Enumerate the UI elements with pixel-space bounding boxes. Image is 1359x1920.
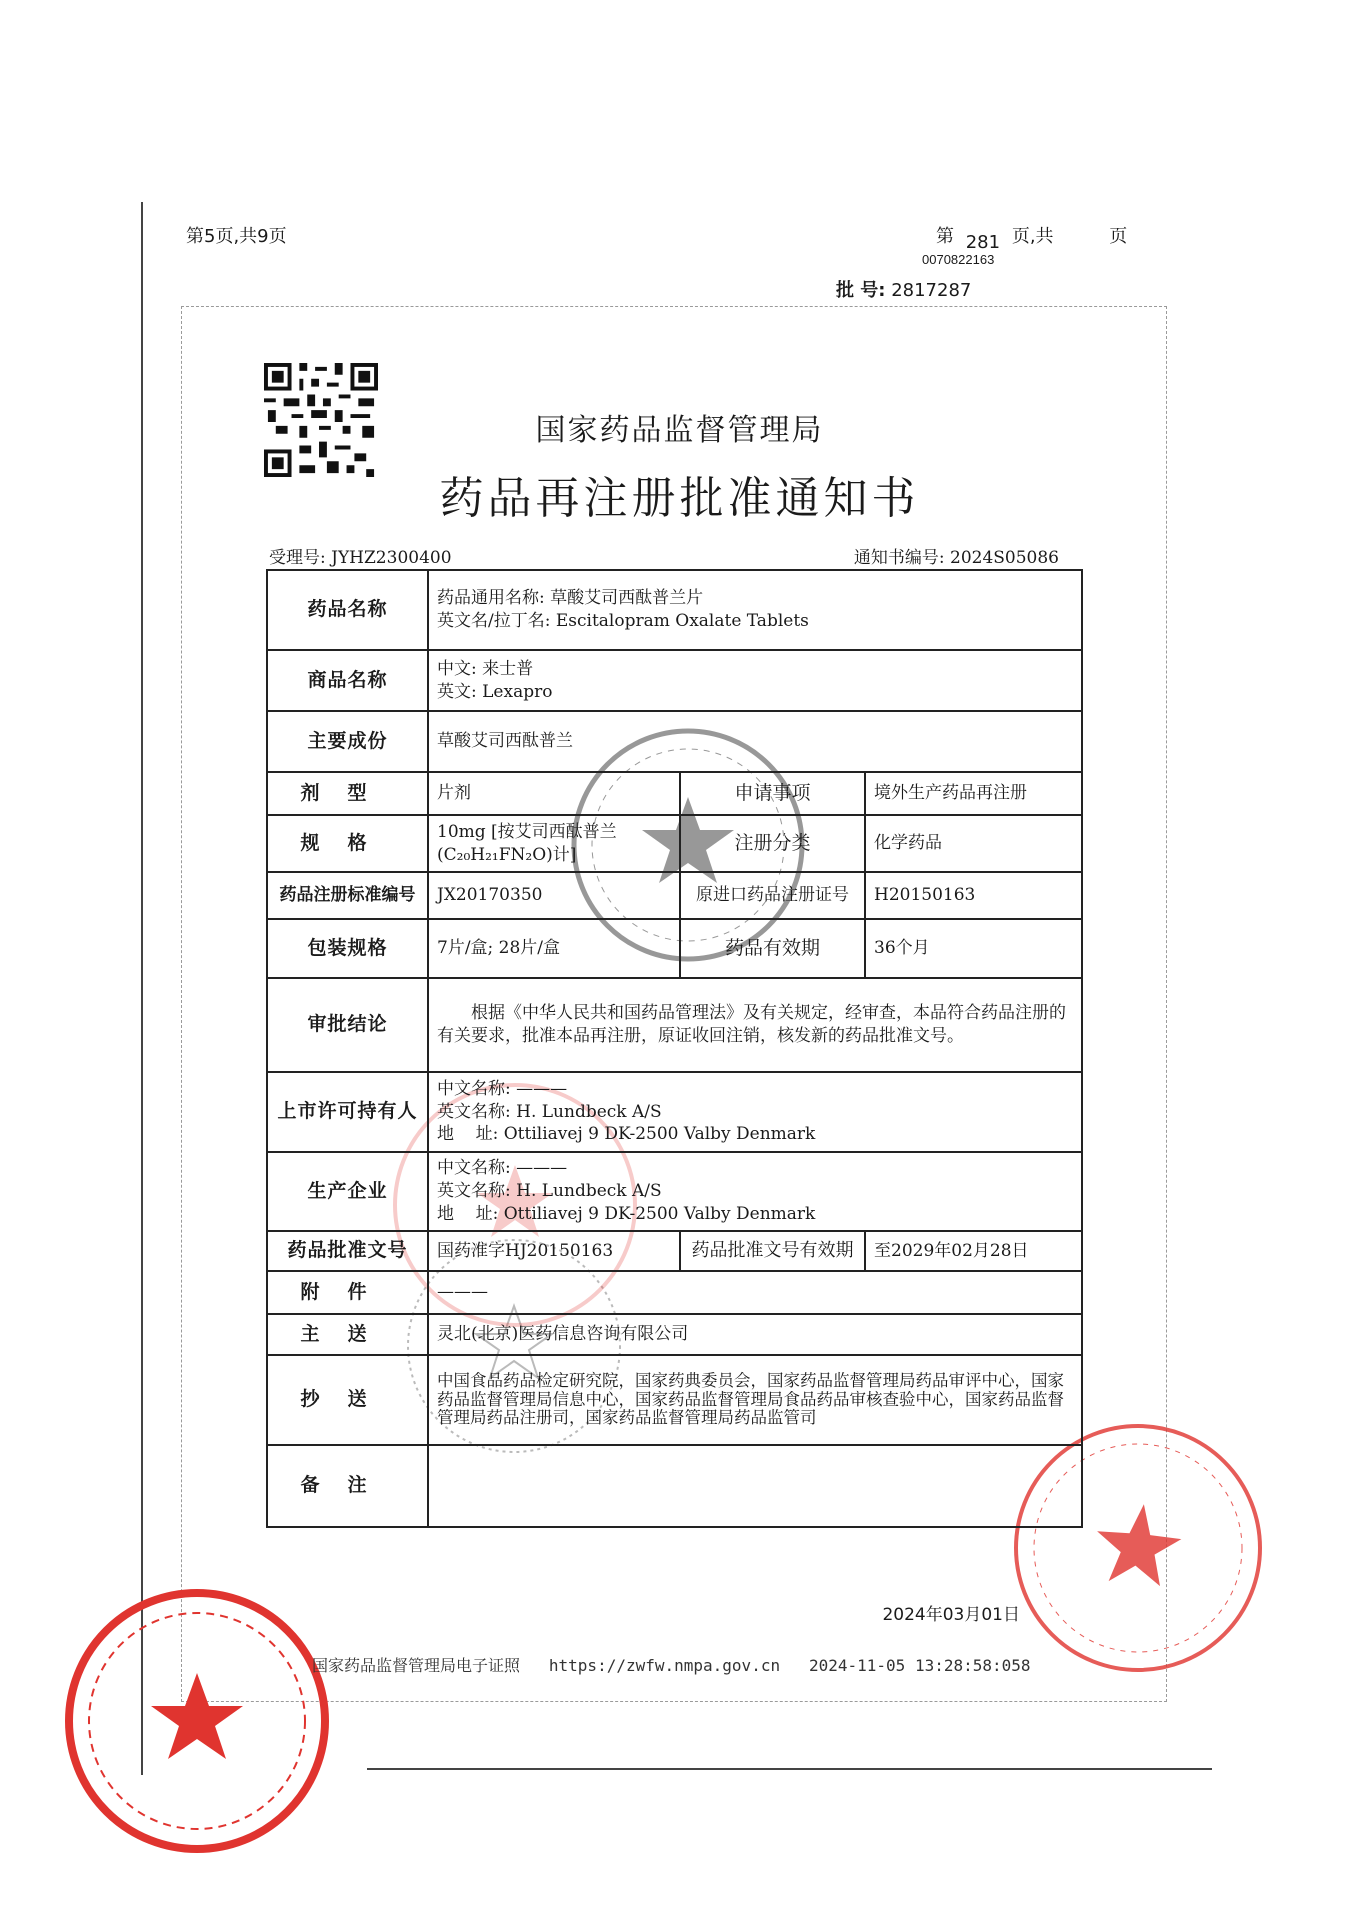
value-manufacturer	[428, 1152, 1082, 1231]
issue-date: 2024年03月01日	[882, 1605, 1020, 1625]
value-ingredient: 草酸艾司西酞普兰	[428, 711, 1082, 772]
value-form: 片剂	[428, 772, 680, 815]
holder-en: 英文名称: H. Lundbeck A/S	[437, 1101, 662, 1122]
drug-generic-name: 药品通用名称: 草酸艾司西酞普兰片	[437, 588, 704, 609]
trade-name-en: 英文: Lexapro	[437, 681, 553, 702]
value-category: 化学药品	[865, 815, 1082, 872]
value-standard: JX20170350	[428, 872, 680, 919]
remarks-label-text: 备注	[300, 1474, 395, 1497]
value-spec	[428, 815, 680, 872]
label-cc	[267, 1355, 428, 1445]
label-trade-name: 商品名称	[267, 650, 428, 711]
label-attachment	[267, 1271, 428, 1314]
value-send-to: 灵北(北京)医药信息咨询有限公司	[428, 1314, 1082, 1355]
scan-bottom-line	[367, 1768, 1212, 1770]
trade-name-cn: 中文: 来士普	[437, 658, 534, 679]
label-manufacturer: 生产企业	[267, 1152, 428, 1231]
spec-label-text: 规格	[300, 831, 395, 854]
row-form	[267, 772, 1082, 815]
value-trade-name	[428, 650, 1082, 711]
manufacturer-en: 英文名称: H. Lundbeck A/S	[437, 1181, 662, 1202]
label-package: 包装规格	[267, 919, 428, 978]
label-approval-validity: 药品批准文号有效期	[680, 1231, 865, 1271]
label-ingredient: 主要成份	[267, 711, 428, 772]
value-drug-name	[428, 570, 1082, 650]
attachment-label-text: 附件	[300, 1280, 395, 1303]
manufacturer-cn: 中文名称: ———	[437, 1158, 568, 1179]
value-attachment: ———	[428, 1271, 1082, 1314]
label-remarks	[267, 1445, 428, 1527]
holder-address: 地 址: Ottiliavej 9 DK-2500 Valby Denmark	[437, 1124, 816, 1145]
row-cc	[267, 1355, 1082, 1445]
label-form	[267, 772, 428, 815]
value-conclusion: 根据《中华人民共和国药品管理法》及有关规定，经审查，本品符合药品注册的有关要求，批准本品再注册，原证收回注销，核发新的药品批准文号。	[428, 978, 1082, 1072]
holder-cn: 中文名称: ———	[437, 1078, 568, 1099]
label-drug-name: 药品名称	[267, 570, 428, 650]
batch-number	[836, 276, 971, 302]
batch-value: 2817287	[891, 280, 972, 301]
row-drug-name	[267, 570, 1082, 650]
row-spec	[267, 815, 1082, 872]
drug-english-name: 英文名/拉丁名: Escitalopram Oxalate Tablets	[437, 611, 809, 631]
value-approval: 国药准字HJ20150163	[428, 1231, 680, 1271]
page-prefix: 第	[936, 226, 954, 247]
spec-line-2: (C₂₀H₂₁FN₂O)计]	[437, 844, 577, 865]
row-ingredient	[267, 711, 1082, 772]
row-send-to	[267, 1314, 1082, 1355]
value-application: 境外生产药品再注册	[865, 772, 1082, 815]
row-attachment	[267, 1271, 1082, 1314]
form-label-text: 剂型	[300, 781, 395, 804]
page-counter-right	[936, 222, 1161, 253]
manufacturer-address: 地 址: Ottiliavej 9 DK-2500 Valby Denmark	[437, 1203, 816, 1224]
label-shelf-life: 药品有效期	[680, 919, 865, 978]
label-category: 注册分类	[680, 815, 865, 872]
row-conclusion	[267, 978, 1082, 1072]
page-counter-left: 第5页,共9页	[186, 226, 287, 247]
row-package	[267, 919, 1082, 978]
label-approval: 药品批准文号	[267, 1231, 428, 1271]
issuer-heading: 国家药品监督管理局	[535, 413, 824, 448]
approval-table	[266, 569, 1083, 1528]
value-remarks	[428, 1445, 1082, 1527]
document-title: 药品再注册批准通知书	[439, 473, 920, 524]
row-approval	[267, 1231, 1082, 1271]
label-import-cert: 原进口药品注册证号	[680, 872, 865, 919]
page-number: 281	[965, 232, 1001, 253]
notice-number: 通知书编号: 2024S05086	[853, 548, 1059, 568]
value-approval-validity: 至2029年02月28日	[865, 1231, 1082, 1271]
row-trade-name	[267, 650, 1082, 711]
cc-label-text: 抄送	[300, 1388, 395, 1411]
label-application: 申请事项	[680, 772, 865, 815]
label-holder: 上市许可持有人	[267, 1072, 428, 1152]
label-conclusion: 审批结论	[267, 978, 428, 1072]
row-standard	[267, 872, 1082, 919]
row-remarks	[267, 1445, 1082, 1527]
acceptance-number: 受理号: JYHZ2300400	[269, 548, 452, 568]
label-standard: 药品注册标准编号	[267, 872, 428, 919]
row-manufacturer	[267, 1152, 1082, 1231]
value-holder	[428, 1072, 1082, 1152]
value-import-cert: H20150163	[865, 872, 1082, 919]
send-to-label-text: 主送	[300, 1322, 395, 1345]
spec-line-1: 10mg [按艾司西酞普兰	[437, 821, 617, 842]
value-cc: 中国食品药品检定研究院，国家药典委员会，国家药品监督管理局药品审评中心，国家药品监督管理局信息中心，国家药品监督管理局食品药品审核查验中心，国家药品监督管理局药品注册司，国家药品监督管理局药品监管司	[428, 1355, 1082, 1445]
row-holder	[267, 1072, 1082, 1152]
value-shelf-life: 36个月	[865, 919, 1082, 978]
label-send-to	[267, 1314, 428, 1355]
label-spec	[267, 815, 428, 872]
serial-number: 0070822163	[922, 252, 995, 267]
page-suffix: 页	[1109, 226, 1128, 247]
page-mid: 页,共	[1011, 226, 1054, 247]
batch-label: 批 号:	[836, 280, 886, 301]
e-certificate-footer: 国家药品监督管理局电子证照 https://zwfw.nmpa.gov.cn 2024-11-05 13:28:58:058	[312, 1656, 1031, 1675]
value-package: 7片/盒; 28片/盒	[428, 919, 680, 978]
